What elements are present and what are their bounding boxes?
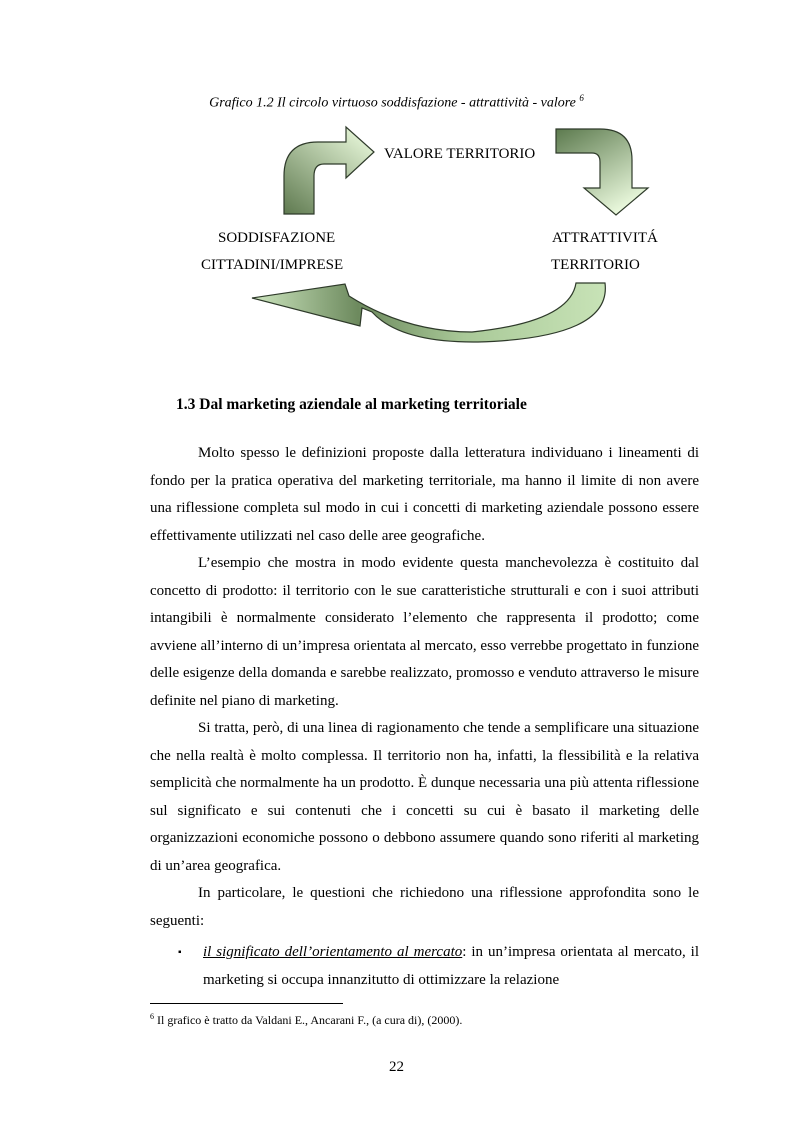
footnote-rule xyxy=(150,1003,343,1004)
bullet-term: il significato dell’orientamento al mercato xyxy=(203,944,463,960)
arrow-attractiveness-to-satisfaction xyxy=(252,283,605,342)
footnote xyxy=(150,1012,462,1028)
footnote-text: Il grafico è tratto da Valdani E., Ancarani F., (a cura di), (2000). xyxy=(154,1013,463,1027)
bullet-description: : in un’impresa orientata al mercato, il marketing si occupa innanzitutto di ottimizzare la relazione xyxy=(203,944,699,988)
figure-caption-text: Grafico 1.2 Il circolo virtuoso soddisfazione - attrattività - valore xyxy=(209,95,576,111)
paragraph: Molto spesso le definizioni proposte dalla letteratura individuano i lineamenti di fondo per la pratica operativa del marketing territoriale, ma hanno il limite di non avere una riflessione completa sul modo in cui i concetti di marketing aziendale possono essere effettivamente utilizzati nel caso delle aree geografiche. xyxy=(150,445,699,544)
arrow-value-to-attractiveness xyxy=(556,129,648,215)
virtuous-circle-diagram xyxy=(0,0,793,360)
bullet-marker: ▪ xyxy=(178,947,182,958)
label-soddisfazione: SODDISFAZIONE xyxy=(218,230,336,246)
label-territorio: TERRITORIO xyxy=(551,257,640,273)
label-cittadini-imprese: CITTADINI/IMPRESE xyxy=(201,257,344,273)
bullet-list-item xyxy=(150,939,699,994)
section-heading: 1.3 Dal marketing aziendale al marketing territoriale xyxy=(176,396,527,413)
page-number: 22 xyxy=(389,1059,404,1075)
figure-caption-footnote-ref: 6 xyxy=(579,93,584,103)
body-text xyxy=(150,440,699,935)
label-valore-territorio: VALORE TERRITORIO xyxy=(384,146,536,162)
arrow-satisfaction-to-value xyxy=(284,127,374,214)
paragraph: L’esempio che mostra in modo evidente questa manchevolezza è costituito dal concetto di prodotto: il territorio con le sue caratteristiche strutturali e con i suoi attributi intangibili è normalmente considerato l’elemento che rappresenta il prodotto; come avviene all’interno di un’impresa orientata al mercato, esso verrebbe progettato in funzione delle esigenze della domanda e sarebbe realizzato, promosso e venduto attraverso le misure definite nel piano di marketing. xyxy=(150,555,699,709)
bullet-text xyxy=(203,939,699,994)
paragraph: Si tratta, però, di una linea di ragionamento che tende a semplificare una situazione che nella realtà è molto complessa. Il territorio non ha, infatti, la flessibilità e la relativa semplicità che normalmente ha un prodotto. È dunque necessaria una più attenta riflessione sul significato e sui contenuti che i concetti su cui è basato il marketing delle organizzazioni economiche possono o debbono assumere quando sono riferiti al marketing di un’area geografica. xyxy=(150,720,699,874)
label-attrattivita: ATTRATTIVITÁ xyxy=(552,230,658,246)
footnote-number: 6 xyxy=(150,1012,154,1021)
paragraph: In particolare, le questioni che richiedono una riflessione approfondita sono le seguenti: xyxy=(150,885,699,929)
